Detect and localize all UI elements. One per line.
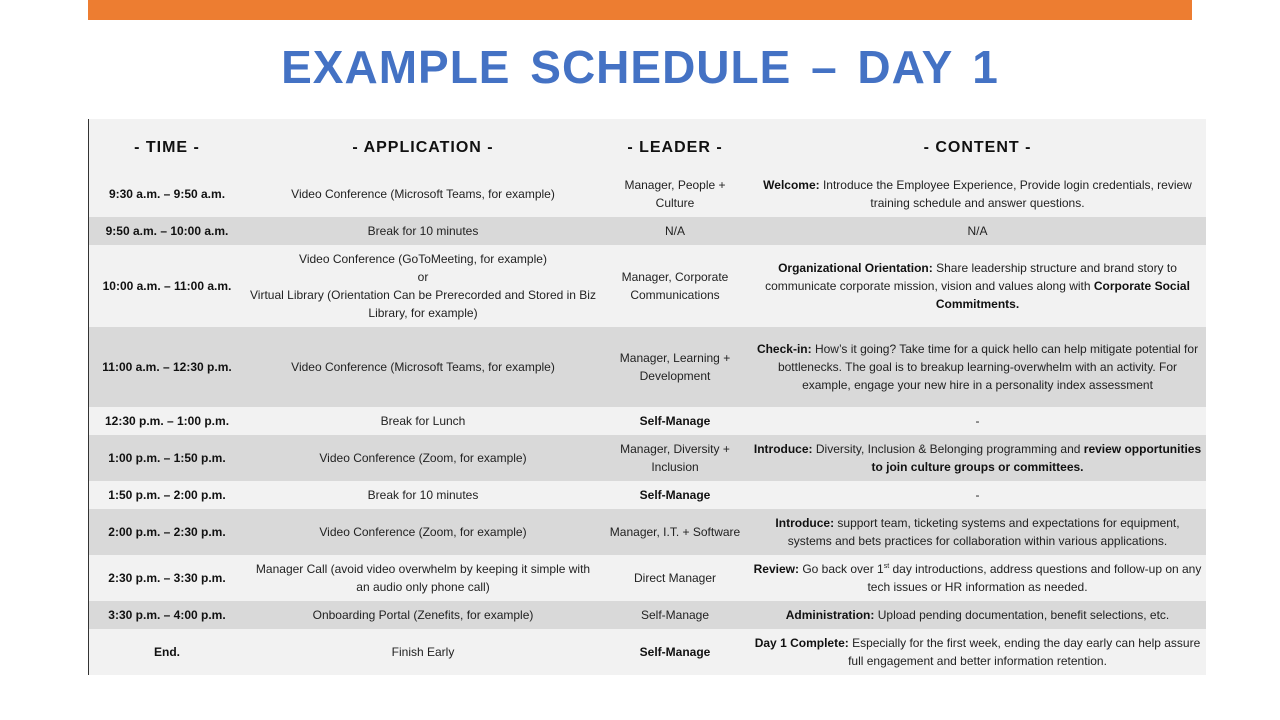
- content-text: Diversity, Inclusion & Belonging programming and: [812, 442, 1084, 456]
- content-emphasis: Corporate Social Commitments.: [935, 279, 1190, 311]
- content-text: How’s it going? Take time for a quick hello can help mitigate potential for bottlenecks. The goal is to breakup learning-overwhelm with an activity. For example, engage your new hire in a personality index assessment: [777, 342, 1199, 392]
- row-application: [245, 601, 601, 629]
- row-leader: Manager, Diversity + Inclusion: [620, 442, 730, 474]
- row-application: [245, 245, 601, 327]
- row-time: 1:50 p.m. – 2:00 p.m.: [108, 488, 226, 502]
- table-body: [89, 171, 1206, 675]
- top-accent-bar: [88, 0, 1192, 20]
- content-lead: Day 1 Complete:: [754, 636, 849, 650]
- content-lead: Introduce:: [775, 516, 835, 530]
- content-text: -: [975, 414, 980, 428]
- table-row: [89, 629, 1206, 675]
- content-lead: Organizational Orientation:: [778, 261, 933, 275]
- application-line: Video Conference (Microsoft Teams, for example): [291, 360, 555, 374]
- content-text: Share leadership structure and brand story to communicate corporate mission, vision and values along with: [765, 261, 1177, 293]
- row-time: 3:30 p.m. – 4:00 p.m.: [108, 608, 226, 622]
- application-line: Break for 10 minutes: [367, 488, 479, 502]
- row-application: [245, 217, 601, 245]
- row-leader: Self-Manage: [639, 488, 711, 502]
- row-leader: Self-Manage: [640, 608, 710, 622]
- application-line: Video Conference (Zoom, for example): [319, 451, 527, 465]
- row-application: [245, 327, 601, 407]
- row-time: End.: [154, 645, 180, 659]
- application-line: Break for Lunch: [380, 414, 466, 428]
- content-superscript: st: [883, 563, 890, 570]
- table-row: [89, 435, 1206, 481]
- row-leader: Manager, Corporate Communications: [621, 270, 729, 302]
- row-leader: Self-Manage: [639, 645, 711, 659]
- row-application: [245, 435, 601, 481]
- content-text: N/A: [967, 224, 988, 238]
- header-application: - APPLICATION -: [352, 139, 494, 156]
- content-lead: Welcome:: [763, 178, 820, 192]
- row-content: [749, 481, 1206, 509]
- row-leader: Direct Manager: [633, 571, 717, 585]
- header-content: - CONTENT -: [923, 139, 1032, 156]
- content-lead: Review:: [753, 562, 799, 576]
- row-time: 12:30 p.m. – 1:00 p.m.: [104, 414, 230, 428]
- table-row: [89, 481, 1206, 509]
- row-time: 10:00 a.m. – 11:00 a.m.: [102, 279, 232, 293]
- content-text: Go back over 1: [798, 562, 884, 576]
- content-lead: Introduce:: [753, 442, 813, 456]
- row-application: [245, 407, 601, 435]
- row-time: 9:30 a.m. – 9:50 a.m.: [108, 187, 226, 201]
- row-content: [749, 555, 1206, 601]
- content-text: Upload pending documentation, benefit selections, etc.: [874, 608, 1170, 622]
- page-title: EXAMPLE SCHEDULE – DAY 1: [281, 41, 999, 93]
- row-application: [245, 481, 601, 509]
- row-content: [749, 629, 1206, 675]
- row-content: [749, 407, 1206, 435]
- content-lead: Administration:: [785, 608, 875, 622]
- application-line: Manager Call (avoid video overwhelm by keeping it simple with an audio only phone call): [255, 562, 591, 594]
- row-leader: Manager, People + Culture: [624, 178, 726, 210]
- schedule-table: [88, 119, 1206, 675]
- row-content: [749, 435, 1206, 481]
- row-leader: N/A: [664, 224, 685, 238]
- row-content: [749, 327, 1206, 407]
- content-text-cont: day introductions, address questions and follow-up on any tech issues or HR information as needed.: [867, 562, 1202, 594]
- row-leader: Manager, Learning + Development: [619, 351, 731, 383]
- table-row: [89, 171, 1206, 217]
- row-content: [749, 171, 1206, 217]
- row-content: [749, 217, 1206, 245]
- content-text: Especially for the first week, ending the day early can help assure full engagement and better information retention.: [848, 636, 1201, 668]
- content-lead: Check-in:: [756, 342, 812, 356]
- row-content: [749, 601, 1206, 629]
- content-emphasis: review opportunities to join culture groups or committees.: [871, 442, 1202, 474]
- application-line: Break for 10 minutes: [367, 224, 479, 238]
- row-time: 2:00 p.m. – 2:30 p.m.: [108, 525, 226, 539]
- header-time: - TIME -: [134, 139, 200, 156]
- content-text: -: [975, 488, 980, 502]
- row-leader: Manager, I.T. + Software: [609, 525, 741, 539]
- application-line: Finish Early: [391, 645, 455, 659]
- table-row: [89, 407, 1206, 435]
- row-application: [245, 555, 601, 601]
- application-line: Virtual Library (Orientation Can be Prerecorded and Stored in Biz Library, for example): [250, 288, 596, 320]
- table-header-row: [89, 119, 1206, 171]
- row-time: 11:00 a.m. – 12:30 p.m.: [102, 360, 232, 374]
- application-line: or: [417, 270, 429, 284]
- row-application: [245, 171, 601, 217]
- table-row: [89, 245, 1206, 327]
- application-line: Video Conference (GoToMeeting, for example): [299, 252, 547, 266]
- application-line: Video Conference (Zoom, for example): [319, 525, 527, 539]
- row-application: [245, 629, 601, 675]
- table-row: [89, 327, 1206, 407]
- row-leader: Self-Manage: [639, 414, 711, 428]
- content-text: support team, ticketing systems and expectations for equipment, systems and bets practices for collaboration within various applications.: [787, 516, 1180, 548]
- application-line: Video Conference (Microsoft Teams, for example): [291, 187, 555, 201]
- row-content: [749, 245, 1206, 327]
- table-row: [89, 601, 1206, 629]
- row-application: [245, 509, 601, 555]
- content-text: Introduce the Employee Experience, Provide login credentials, review training schedule and answer questions.: [819, 178, 1192, 210]
- table-row: [89, 509, 1206, 555]
- row-time: 2:30 p.m. – 3:30 p.m.: [108, 571, 226, 585]
- table-row: [89, 217, 1206, 245]
- table-row: [89, 555, 1206, 601]
- application-line: Onboarding Portal (Zenefits, for example): [312, 608, 534, 622]
- row-time: 1:00 p.m. – 1:50 p.m.: [108, 451, 226, 465]
- row-time: 9:50 a.m. – 10:00 a.m.: [105, 224, 229, 238]
- row-content: [749, 509, 1206, 555]
- header-leader: - LEADER -: [627, 139, 723, 156]
